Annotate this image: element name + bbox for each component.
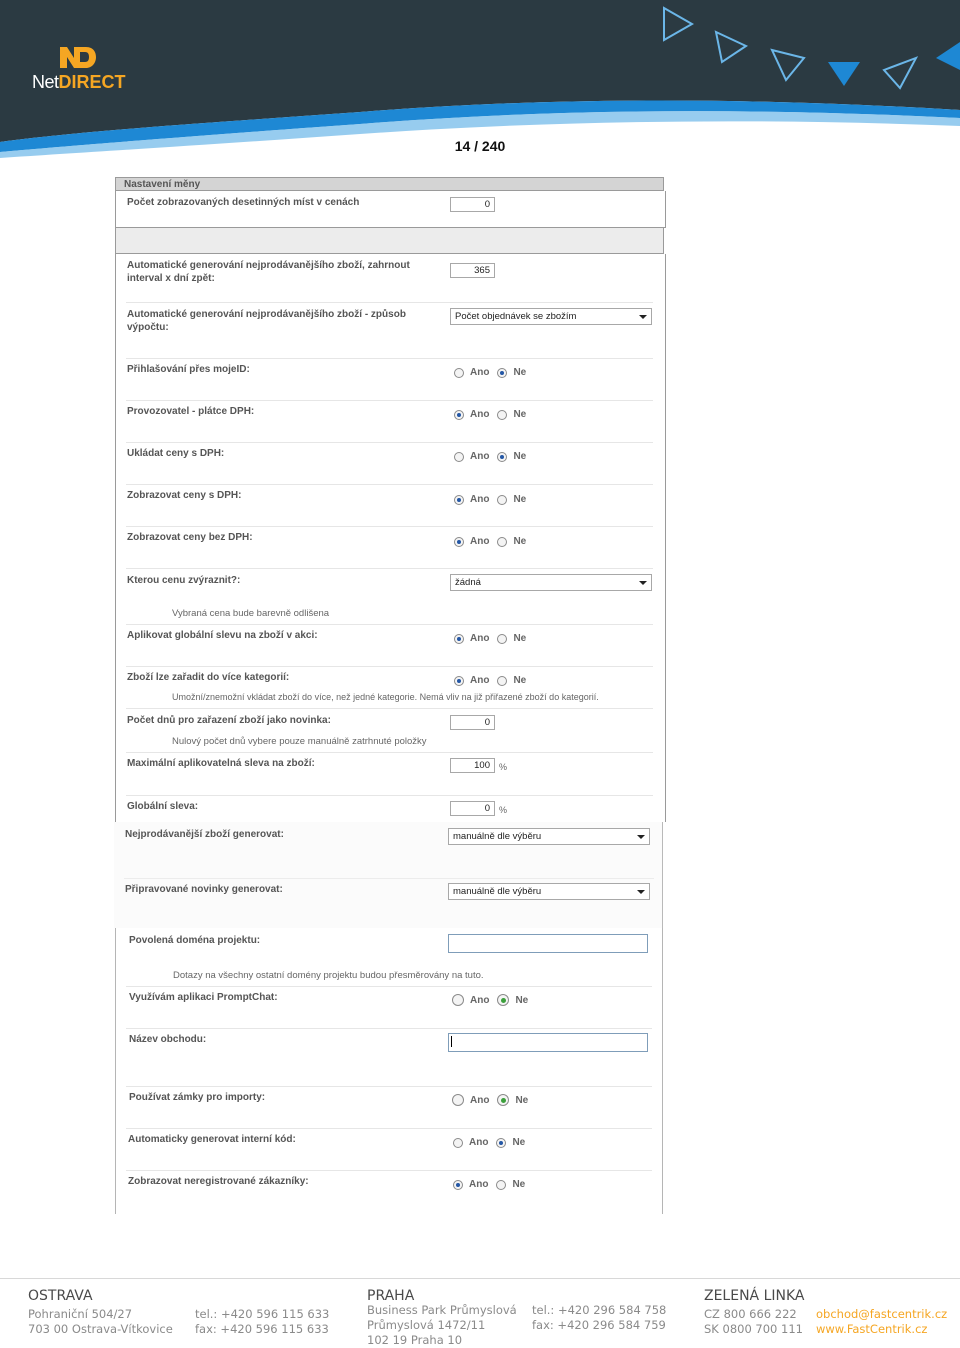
logo-text: NetDIRECT (32, 72, 126, 92)
global-discount-action-no-radio[interactable] (497, 634, 507, 644)
internal-code-label: Automaticky generovat interní kód: (128, 1134, 296, 1145)
yes-label: Ano (470, 536, 490, 547)
import-locks-yes-radio[interactable] (452, 1094, 464, 1106)
page-footer (0, 1278, 960, 1348)
footer-address-line: 703 00 Ostrava-Vítkovice (28, 1322, 173, 1336)
show-novat-label: Zobrazovat ceny bez DPH: (127, 532, 253, 543)
shop-name-label: Název obchodu: (129, 1034, 207, 1045)
unregistered-yes-radio[interactable] (453, 1180, 463, 1190)
yes-label: Ano (470, 633, 490, 644)
unregistered-no-radio[interactable] (496, 1180, 506, 1190)
mojeid-no-radio[interactable] (497, 368, 507, 378)
yes-label: Ano (470, 994, 490, 1006)
footer-phone-sk: SK 0800 700 111 (704, 1322, 803, 1336)
footer-city: OSTRAVA (28, 1288, 93, 1304)
new-items-value: manuálně dle výběru (453, 886, 542, 897)
multi-category-yes-radio[interactable] (454, 676, 464, 686)
allowed-domain-hint: Dotazy na všechny ostatní domény projektu budou přesměrovány na tuto. (173, 970, 484, 981)
no-label: Ne (513, 494, 527, 505)
bestseller-method-label: Automatické generování nejprodávanějšího zboží - způsob výpočtu: (127, 309, 406, 333)
logo-mark-icon (58, 44, 98, 70)
bestseller-method-value: Počet objednávek se zbožím (455, 311, 577, 322)
promptchat-radio-group (452, 994, 536, 1006)
shop-name-input[interactable] (448, 1033, 648, 1052)
highlight-value: žádná (455, 577, 481, 588)
footer-address-line: Průmyslová 1472/11 (367, 1318, 486, 1332)
vat-payer-radio-group (454, 409, 534, 420)
internal-code-no-radio[interactable] (496, 1138, 506, 1148)
footer-tel: tel.: +420 296 584 758 (532, 1303, 667, 1317)
no-label: Ne (513, 367, 527, 378)
footer-ostrava (28, 1285, 173, 1337)
max-discount-label: Maximální aplikovatelná sleva na zboží: (127, 758, 315, 769)
chevron-down-icon (639, 581, 647, 585)
bestseller-interval-label: Automatické generování nejprodávanějšího zboží, zahrnout interval x dní zpět: (127, 260, 410, 284)
footer-links (816, 1307, 947, 1337)
unregistered-radio-group (453, 1179, 533, 1190)
global-discount-label: Globální sleva: (127, 801, 199, 812)
global-discount-action-yes-radio[interactable] (454, 634, 464, 644)
section-title: Nastavení měny (115, 177, 664, 191)
import-locks-label: Používat zámky pro importy: (129, 1092, 266, 1103)
no-label: Ne (515, 1094, 529, 1106)
internal-code-yes-radio[interactable] (453, 1138, 463, 1148)
page-header (0, 0, 960, 160)
yes-label: Ano (470, 675, 490, 686)
chevron-down-icon (637, 835, 645, 839)
row-divider (124, 878, 654, 879)
yes-label: Ano (470, 451, 490, 462)
chevron-down-icon (637, 890, 645, 894)
yes-label: Ano (470, 494, 490, 505)
show-vat-radio-group (454, 494, 534, 505)
store-vat-label: Ukládat ceny s DPH: (127, 448, 225, 459)
new-items-label: Připravované novinky generovat: (125, 884, 283, 895)
promptchat-yes-radio[interactable] (452, 994, 464, 1006)
multi-category-no-radio[interactable] (497, 676, 507, 686)
store-vat-no-radio[interactable] (497, 452, 507, 462)
footer-city: PRAHA (367, 1288, 415, 1304)
yes-label: Ano (470, 1094, 490, 1106)
highlight-select[interactable] (450, 574, 652, 591)
footer-address-line: Business Park Průmyslová (367, 1303, 517, 1317)
footer-fax: fax: +420 596 115 633 (195, 1322, 329, 1336)
bestseller-generate-select[interactable] (448, 828, 650, 845)
decimals-input[interactable]: 0 (450, 197, 495, 212)
footer-phone-cz: CZ 800 666 222 (704, 1307, 797, 1321)
no-label: Ne (513, 409, 527, 420)
mojeid-yes-radio[interactable] (454, 368, 464, 378)
multi-category-hint: Umožní/znemožní vkládat zboží do více, než jedné kategorie. Nemá vliv na již přiřazené zboží do kategorií. (172, 692, 599, 702)
no-label: Ne (515, 994, 529, 1006)
store-vat-radio-group (454, 451, 534, 462)
footer-address-line: 102 19 Praha 10 (367, 1333, 463, 1347)
show-novat-no-radio[interactable] (497, 537, 507, 547)
page-number: 14 / 240 (454, 138, 506, 154)
promptchat-no-radio[interactable] (497, 994, 509, 1006)
max-discount-input[interactable]: 100 (450, 758, 495, 773)
new-items-select[interactable] (448, 883, 650, 900)
novelty-days-input[interactable]: 0 (450, 715, 495, 730)
yes-label: Ano (470, 409, 490, 420)
no-label: Ne (513, 633, 527, 644)
header-background (0, 0, 960, 160)
import-locks-radio-group (452, 1094, 536, 1106)
show-vat-label: Zobrazovat ceny s DPH: (127, 490, 242, 501)
mojeid-radio-group (454, 367, 534, 378)
vat-payer-no-radio[interactable] (497, 410, 507, 420)
bestseller-generate-label: Nejprodávanější zboží generovat: (125, 829, 284, 840)
show-vat-yes-radio[interactable] (454, 495, 464, 505)
section-separator (115, 227, 664, 254)
unregistered-label: Zobrazovat neregistrované zákazníky: (128, 1176, 309, 1187)
mojeid-label: Přihlašování přes mojeID: (127, 364, 250, 375)
footer-tel: tel.: +420 596 115 633 (195, 1307, 330, 1321)
no-label: Ne (513, 675, 527, 686)
no-label: Ne (512, 1179, 526, 1190)
percent-sign: % (499, 762, 508, 772)
no-label: Ne (512, 1137, 526, 1148)
bestseller-interval-input[interactable]: 365 (450, 263, 495, 278)
footer-email-link[interactable]: obchod@fastcentrik.cz (816, 1307, 948, 1321)
footer-green-line (704, 1285, 805, 1337)
decimals-label: Počet zobrazovaných desetinných míst v cenách (127, 197, 360, 208)
footer-praha-contacts (532, 1303, 666, 1333)
vat-payer-yes-radio[interactable] (454, 410, 464, 420)
footer-web-link[interactable]: www.FastCentrik.cz (816, 1322, 928, 1336)
promptchat-label: Využívám aplikaci PromptChat: (129, 992, 278, 1003)
highlight-hint: Vybraná cena bude barevně odlišena (172, 608, 330, 619)
yes-label: Ano (470, 367, 490, 378)
footer-address-line: Pohraniční 504/27 (28, 1307, 133, 1321)
multi-category-label: Zboží lze zařadit do více kategorií: (127, 672, 290, 683)
novelty-days-hint: Nulový počet dnů vybere pouze manuálně zatrhnuté položky (172, 736, 427, 747)
percent-sign: % (499, 805, 508, 815)
no-label: Ne (513, 536, 527, 547)
bestseller-generate-value: manuálně dle výběru (453, 831, 542, 842)
internal-code-radio-group (453, 1137, 533, 1148)
allowed-domain-label: Povolená doména projektu: (129, 935, 261, 946)
global-discount-input[interactable]: 0 (450, 801, 495, 816)
highlight-label: Kterou cenu zvýraznit?: (127, 575, 241, 586)
text-cursor (451, 1036, 452, 1047)
footer-praha (367, 1285, 517, 1348)
yes-label: Ano (469, 1137, 489, 1148)
bestseller-method-select[interactable] (450, 308, 652, 325)
footer-ostrava-contacts (195, 1307, 329, 1337)
footer-city: ZELENÁ LINKA (704, 1288, 805, 1304)
show-novat-yes-radio[interactable] (454, 537, 464, 547)
global-discount-action-label: Aplikovat globální slevu na zboží v akci: (127, 630, 318, 641)
no-label: Ne (513, 451, 527, 462)
show-vat-no-radio[interactable] (497, 495, 507, 505)
global-discount-action-radio-group (454, 633, 534, 644)
multi-category-radio-group (454, 675, 534, 686)
allowed-domain-input[interactable] (448, 934, 648, 953)
vat-payer-label: Provozovatel - plátce DPH: (127, 406, 255, 417)
yes-label: Ano (469, 1179, 489, 1190)
netdirect-logo (32, 44, 142, 98)
store-vat-yes-radio[interactable] (454, 452, 464, 462)
novelty-days-label: Počet dnů pro zařazení zboží jako novinka: (127, 715, 331, 726)
import-locks-no-radio[interactable] (497, 1094, 509, 1106)
show-novat-radio-group (454, 536, 534, 547)
footer-fax: fax: +420 296 584 759 (532, 1318, 666, 1332)
chevron-down-icon (639, 315, 647, 319)
